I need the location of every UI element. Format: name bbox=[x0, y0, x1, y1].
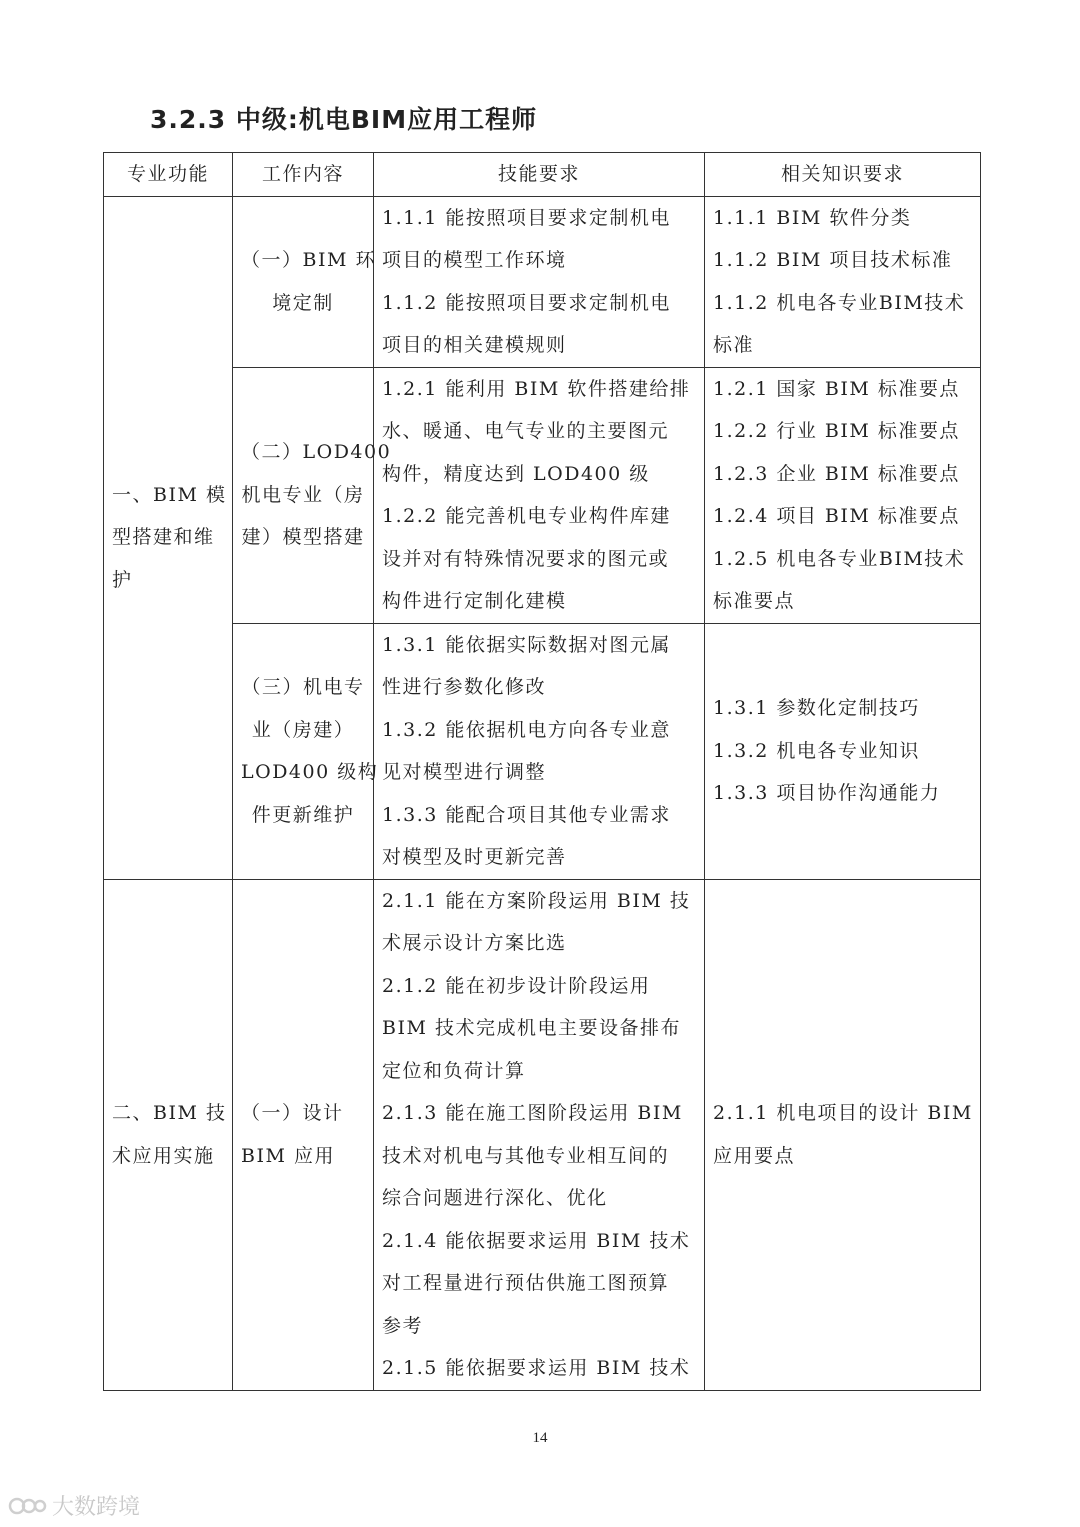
skill-line: 见对模型进行调整 bbox=[382, 761, 547, 783]
content-line: （一）设计 bbox=[241, 1102, 344, 1124]
content-line: （二）LOD400 bbox=[241, 441, 392, 464]
knowledge-line: 标准要点 bbox=[713, 590, 796, 612]
knowledge-line: 1.2.3 企业 BIM 标准要点 bbox=[713, 462, 960, 485]
skill-line: 2.1.1 能在方案阶段运用 BIM 技 bbox=[382, 889, 691, 912]
skill-line: 技术对机电与其他专业相互间的 bbox=[382, 1144, 670, 1167]
content-line: 机电专业（房 bbox=[241, 483, 365, 506]
skill-line: 对模型及时更新完善 bbox=[382, 846, 567, 868]
skill-line: 2.1.4 能依据要求运用 BIM 技术 bbox=[382, 1229, 691, 1252]
function-line: 护 bbox=[112, 568, 133, 591]
table-row bbox=[104, 623, 981, 879]
skills-table bbox=[103, 152, 981, 1391]
content-cell bbox=[233, 879, 374, 1390]
function-line: 一、BIM 模 bbox=[112, 483, 227, 506]
knowledge-line: 应用要点 bbox=[713, 1144, 796, 1167]
skill-line: 1.2.2 能完善机电专业构件库建 bbox=[382, 505, 671, 527]
skill-line: 构件进行定制化建模 bbox=[382, 590, 567, 612]
skill-line: 构件，精度达到 LOD400 级 bbox=[382, 462, 650, 485]
header-skill: 技能要求 bbox=[374, 153, 705, 197]
header-function: 专业功能 bbox=[104, 153, 233, 197]
skill-line: 2.1.5 能依据要求运用 BIM 技术 bbox=[382, 1357, 691, 1379]
content-cell bbox=[233, 367, 392, 623]
content-line: 建）模型搭建 bbox=[241, 526, 365, 549]
content-line: 件更新维护 bbox=[251, 803, 355, 826]
skill-line: 参考 bbox=[382, 1314, 424, 1337]
knowledge-line: 标准 bbox=[713, 334, 755, 356]
knowledge-line: 1.2.1 国家 BIM 标准要点 bbox=[713, 377, 960, 400]
skill-line: 2.1.2 能在初步设计阶段运用 bbox=[382, 974, 651, 997]
knowledge-line: 2.1.1 机电项目的设计 BIM bbox=[713, 1102, 973, 1124]
skill-line: 项目的相关建模规则 bbox=[382, 334, 567, 356]
skill-line: 水、暖通、电气专业的主要图元 bbox=[382, 420, 670, 442]
skill-cell bbox=[374, 879, 705, 1390]
skill-line: 1.1.1 能按照项目要求定制机电 bbox=[382, 206, 671, 229]
content-cell bbox=[233, 196, 374, 367]
table-row bbox=[104, 196, 981, 367]
knowledge-line: 1.2.2 行业 BIM 标准要点 bbox=[713, 420, 960, 442]
table-row bbox=[104, 367, 981, 623]
knowledge-line: 1.3.1 参数化定制技巧 bbox=[713, 697, 920, 720]
knowledge-line: 1.1.1 BIM 软件分类 bbox=[713, 206, 912, 229]
skill-line: 术展示设计方案比选 bbox=[382, 932, 567, 954]
knowledge-cell bbox=[705, 879, 981, 1390]
content-line: BIM 应用 bbox=[241, 1144, 335, 1167]
header-content: 工作内容 bbox=[233, 153, 374, 197]
skill-line: 1.1.2 能按照项目要求定制机电 bbox=[382, 291, 671, 314]
knowledge-cell bbox=[705, 367, 981, 623]
knowledge-line: 1.3.3 项目协作沟通能力 bbox=[713, 782, 941, 805]
table-header-row bbox=[104, 153, 981, 197]
skill-line: 综合问题进行深化、优化 bbox=[382, 1187, 608, 1209]
table-row bbox=[104, 879, 981, 1390]
content-cell bbox=[233, 623, 379, 879]
function-line: 型搭建和维 bbox=[112, 526, 215, 549]
knowledge-line: 1.1.2 机电各专业BIM技术 bbox=[713, 291, 966, 314]
section-heading: 3.2.3 中级:机电BIM应用工程师 bbox=[150, 105, 538, 134]
knowledge-line: 1.3.2 机电各专业知识 bbox=[713, 739, 920, 762]
skill-line: BIM 技术完成机电主要设备排布 bbox=[382, 1017, 681, 1039]
function-line: 术应用实施 bbox=[112, 1144, 215, 1167]
skill-line: 性进行参数化修改 bbox=[382, 676, 547, 698]
watermark bbox=[8, 1490, 140, 1521]
skill-line: 1.3.2 能依据机电方向各专业意 bbox=[382, 718, 671, 741]
header-knowledge: 相关知识要求 bbox=[705, 153, 981, 197]
knowledge-cell bbox=[705, 623, 981, 879]
knowledge-line: 1.2.5 机电各专业BIM技术 bbox=[713, 547, 966, 570]
knowledge-line: 1.1.2 BIM 项目技术标准 bbox=[713, 249, 953, 271]
function-line: 二、BIM 技 bbox=[112, 1102, 227, 1124]
knowledge-line: 1.2.4 项目 BIM 标准要点 bbox=[713, 505, 960, 527]
skill-cell bbox=[374, 623, 705, 879]
skill-line: 定位和负荷计算 bbox=[382, 1059, 526, 1082]
skill-line: 1.2.1 能利用 BIM 软件搭建给排 bbox=[382, 377, 691, 400]
skill-line: 1.3.1 能依据实际数据对图元属 bbox=[382, 633, 671, 656]
content-line: （一）BIM 环 bbox=[241, 249, 376, 271]
page-number: 14 bbox=[532, 1430, 548, 1446]
content-line: 业（房建） bbox=[251, 718, 355, 741]
skill-line: 对工程量进行预估供施工图预算 bbox=[382, 1272, 670, 1294]
content-line: （三）机电专 bbox=[241, 676, 365, 698]
skill-cell bbox=[374, 367, 705, 623]
knowledge-cell bbox=[705, 196, 981, 367]
content-line: 境定制 bbox=[272, 291, 334, 314]
skill-line: 设并对有特殊情况要求的图元或 bbox=[382, 547, 670, 570]
skill-line: 项目的模型工作环境 bbox=[382, 249, 567, 271]
watermark-text: 大数跨境 bbox=[52, 1495, 141, 1520]
skill-line: 2.1.3 能在施工图阶段运用 BIM bbox=[382, 1102, 683, 1124]
function-cell bbox=[104, 196, 233, 879]
function-cell bbox=[104, 879, 233, 1390]
skill-cell bbox=[374, 196, 705, 367]
watermark-logo-icon bbox=[8, 1495, 48, 1517]
content-line: LOD400 级构 bbox=[241, 761, 379, 783]
skill-line: 1.3.3 能配合项目其他专业需求 bbox=[382, 803, 671, 826]
